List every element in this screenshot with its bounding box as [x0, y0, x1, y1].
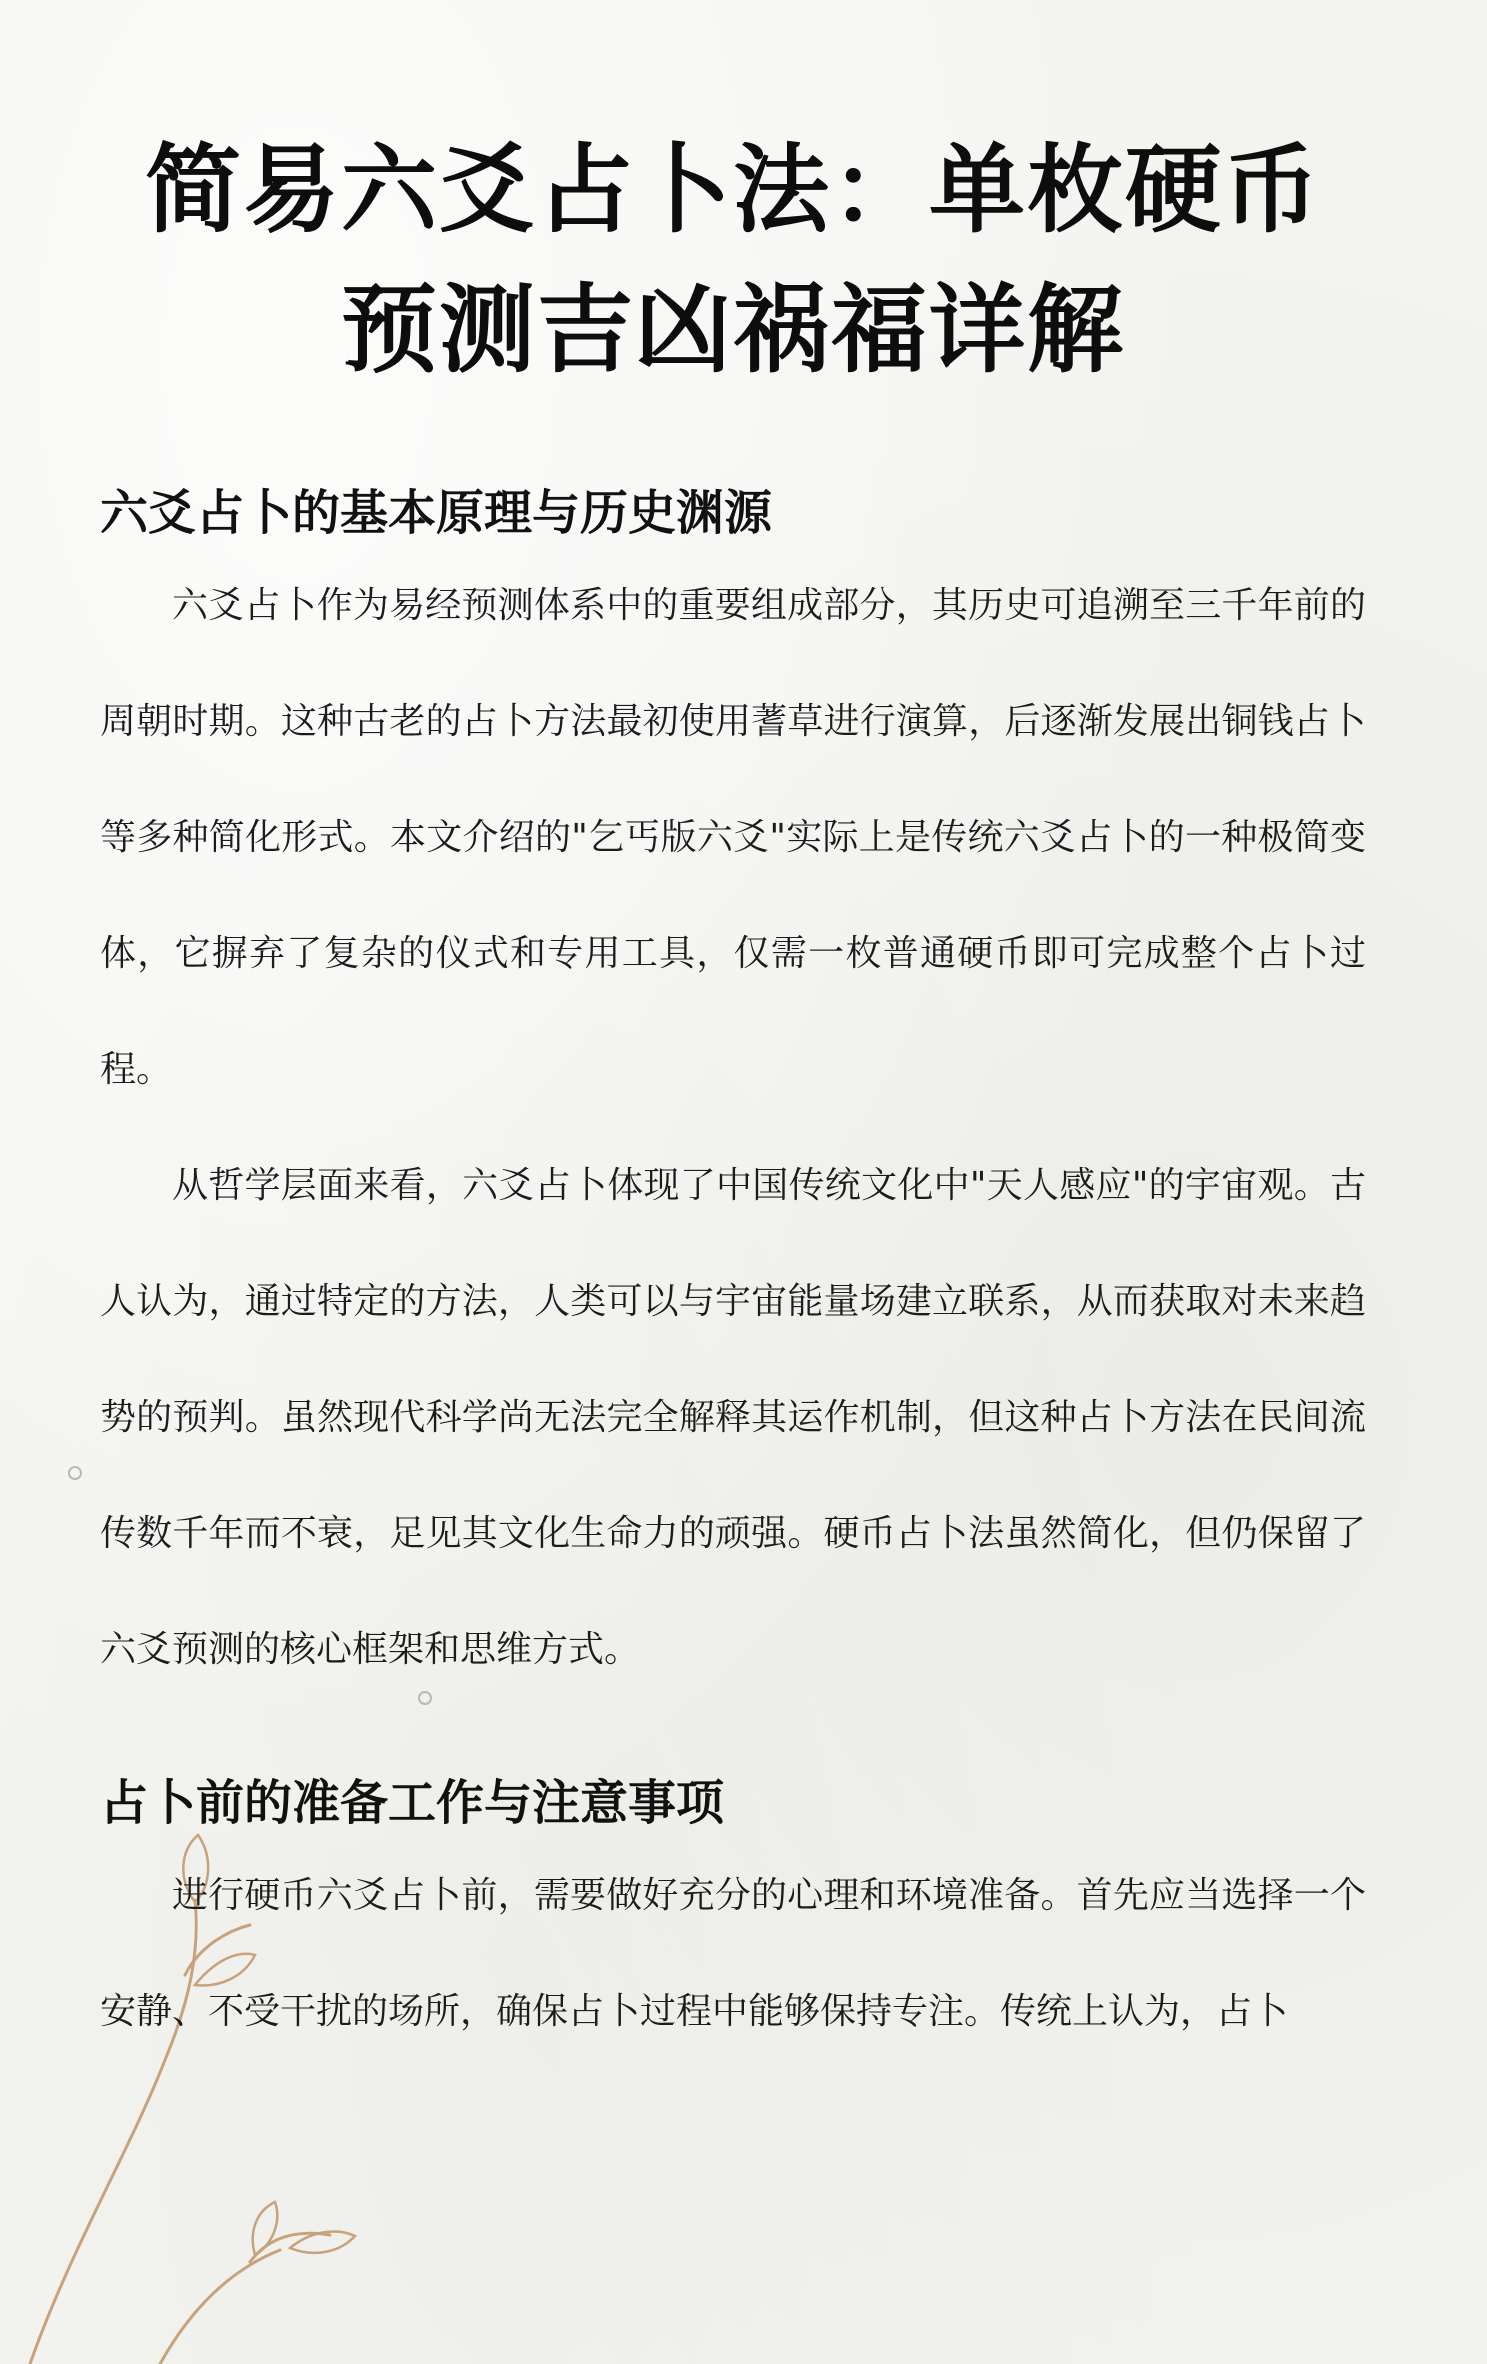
body-paragraph: 从哲学层面来看，六爻占卜体现了中国传统文化中"天人感应"的宇宙观。古人认为，通过特定的方法，人类可以与宇宙能量场建立联系，从而获取对未来趋势的预判。虽然现代科学尚无法完全解释其运作机制，但这种占卜方法在民间流传数千年而不衰，足见其文化生命力的顽强。硬币占卜法虽然简化，但仍保留了六爻预测的核心框架和思维方式。 — [100, 1165, 1366, 1670]
page-title: 简易六爻占卜法：单枚硬币预测吉凶祸福详解 — [145, 134, 1321, 386]
section-heading: 六爻占卜的基本原理与历史渊源 — [100, 485, 773, 541]
body-paragraph: 六爻占卜作为易经预测体系中的重要组成部分，其历史可追溯至三千年前的周朝时期。这种古老的占卜方法最初使用蓍草进行演算，后逐渐发展出铜钱占卜等多种简化形式。本文介绍的"乞丐版六爻"实际上是传统六爻占卜的一种极简变体，它摒弃了复杂的仪式和专用工具，仅需一枚普通硬币即可完成整个占卜过程。 — [100, 585, 1366, 1090]
article — [100, 120, 1366, 2070]
body-paragraph: 进行硬币六爻占卜前，需要做好充分的心理和环境准备。首先应当选择一个安静、不受干扰的场所，确保占卜过程中能够保持专注。传统上认为，占卜 — [100, 1875, 1366, 2032]
section-heading: 占卜前的准备工作与注意事项 — [100, 1775, 725, 1831]
